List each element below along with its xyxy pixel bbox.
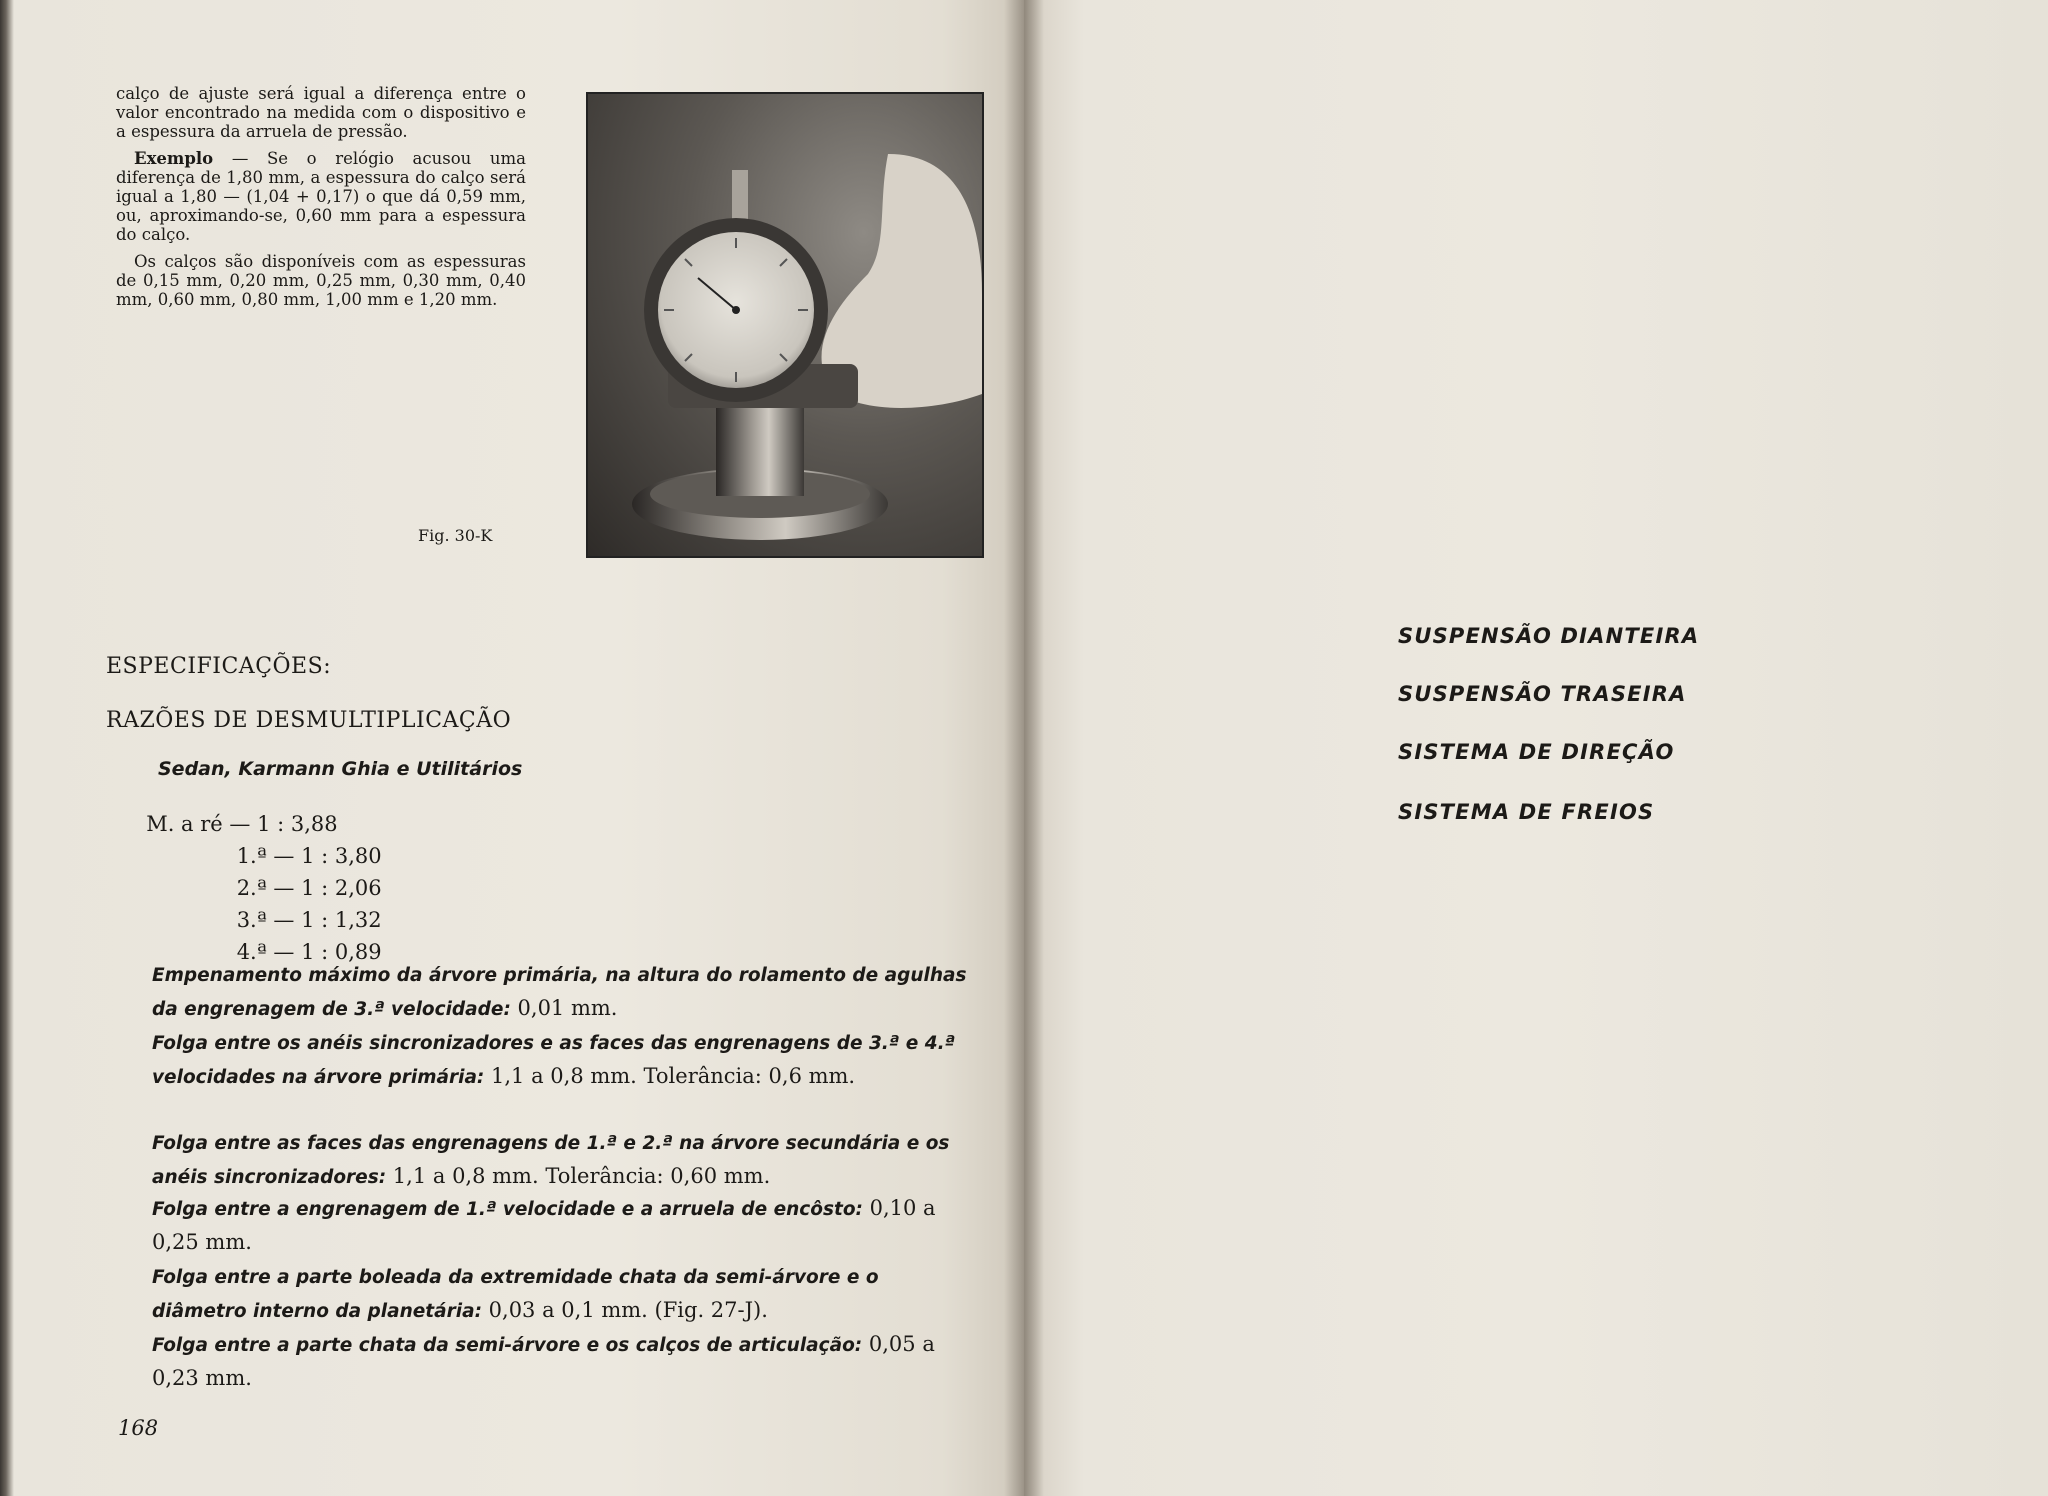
spec-item: Folga entre a parte chata da semi-árvore e os calços de articulação: 0,05 a 0,23 mm. <box>152 1332 935 1390</box>
intro-paragraph-2: Exemplo — Se o relógio acusou uma diferença de 1,80 mm, a espessura do calço será igual a 1,80 — (1,04 + 0,17) o que dá 0,59 mm, ou, aproximando-se, 0,60 mm para a espessura do calço. <box>116 149 526 244</box>
spec-item: Folga entre a parte boleada da extremidade chata da semi-árvore e o diâmetro interno da planetária: 0,03 a 0,1 mm. (Fig. 27-J). <box>152 1267 879 1322</box>
gear-ratio-row: 4.ª — 1 : 0,89 <box>236 940 382 964</box>
toc-item: SUSPENSÃO DIANTEIRA <box>1398 624 1700 648</box>
page-number: 168 <box>118 1416 159 1440</box>
gear-ratio-row: 2.ª — 1 : 2,06 <box>236 876 382 900</box>
model-line: Sedan, Karmann Ghia e Utilitários <box>158 758 523 780</box>
spec-item: Folga entre as faces das engrenagens de 1.ª e 2.ª na árvore secundária e os anéis sincronizadores: 1,1 a 0,8 mm. Tolerância: 0,60 mm. <box>152 1133 950 1188</box>
intro-paragraph-3: Os calços são disponíveis com as espessuras de 0,15 mm, 0,20 mm, 0,25 mm, 0,30 mm, 0,40 mm, 0,60 mm, 0,80 mm, 1,00 mm e 1,20 mm. <box>116 252 526 309</box>
intro-paragraph-1: calço de ajuste será igual a diferença entre o valor encontrado na medida com o dispositivo e a espessura da arruela de pressão. <box>116 84 526 141</box>
figure-caption: Fig. 30-K <box>418 526 493 545</box>
spec-item: Folga entre os anéis sincronizadores e as faces das engrenagens de 3.ª e 4.ª velocidades na árvore primária: 1,1 a 0,8 mm. Tolerância: 0,6 mm. <box>152 1033 956 1088</box>
book-gutter <box>1004 0 1044 1496</box>
toc-item: SISTEMA DE DIREÇÃO <box>1398 740 1675 764</box>
gauge-pivot <box>732 306 740 314</box>
gear-ratio-row: 3.ª — 1 : 1,32 <box>236 908 382 932</box>
intro-text <box>116 84 526 317</box>
spec-item: Folga entre a engrenagem de 1.ª velocidade e a arruela de encôsto: 0,10 a 0,25 mm. <box>152 1196 936 1254</box>
gear-ratio-row: 1.ª — 1 : 3,80 <box>236 844 382 868</box>
spec-item: Empenamento máximo da árvore primária, na altura do rolamento de agulhas da engrenagem de 3.ª velocidade: 0,01 mm. <box>152 965 967 1020</box>
toc-item: SUSPENSÃO TRASEIRA <box>1398 682 1687 706</box>
gear-ratios-heading: RAZÕES DE DESMULTIPLICAÇÃO <box>106 708 512 733</box>
specifications-heading: ESPECIFICAÇÕES: <box>106 654 332 679</box>
example-lead: Exemplo <box>134 149 214 168</box>
gear-ratio-row: M. a ré — 1 : 3,88 <box>146 812 338 836</box>
dial-gauge-photo <box>586 92 984 558</box>
dial-gauge-illustration <box>588 94 982 556</box>
toc-item: SISTEMA DE FREIOS <box>1398 800 1655 824</box>
